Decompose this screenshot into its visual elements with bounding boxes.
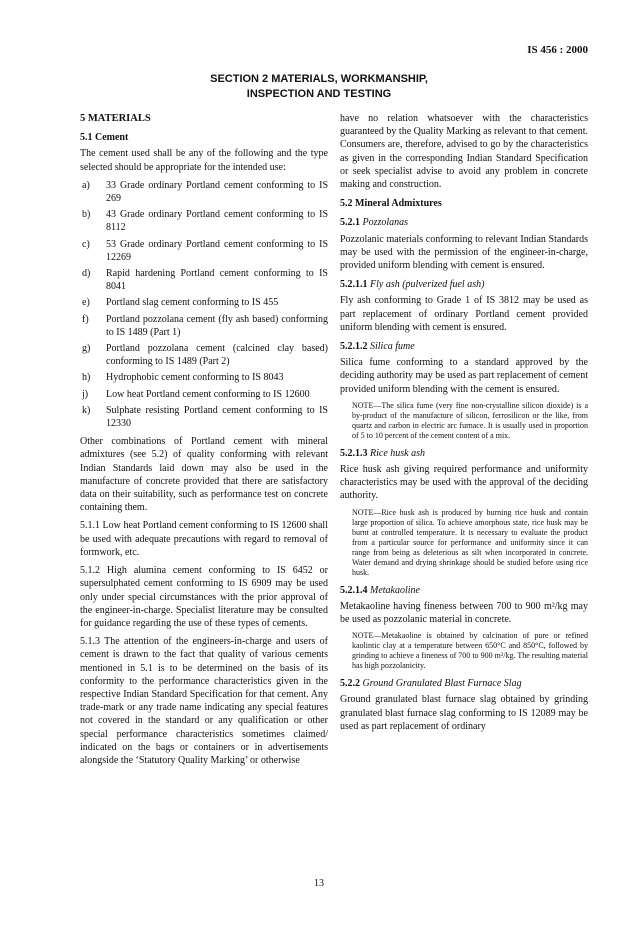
list-item bbox=[80, 296, 328, 309]
list-item-text: Portland pozzolana cement (fly ash based) conforming to IS 1489 (Part 1) bbox=[106, 313, 328, 338]
list-item-text: Low heat Portland cement conforming to IS 12600 bbox=[106, 388, 310, 400]
list-item bbox=[80, 313, 328, 339]
list-item bbox=[80, 388, 328, 401]
list-item bbox=[80, 208, 328, 234]
list-item bbox=[80, 238, 328, 264]
clause-title: Fly ash (pulverized fuel ash) bbox=[370, 279, 485, 291]
list-item-label: j) bbox=[82, 388, 89, 400]
list-item-label: g) bbox=[82, 343, 91, 355]
clause-5-1-heading: 5.1 Cement bbox=[80, 132, 129, 144]
list-item-text: 53 Grade ordinary Portland cement conforming to IS 12269 bbox=[106, 238, 328, 263]
section-heading bbox=[0, 72, 638, 102]
list-item bbox=[80, 371, 328, 384]
right-column bbox=[340, 112, 588, 738]
clause-5-2-1-heading bbox=[340, 216, 588, 229]
clause-5-2-1-4-heading bbox=[340, 584, 588, 597]
clause-title: Pozzolanas bbox=[362, 217, 409, 229]
list-item-label: e) bbox=[82, 297, 90, 309]
page-number: 13 bbox=[314, 878, 324, 889]
clause-5-2-1-3-heading bbox=[340, 447, 588, 460]
list-item-label: k) bbox=[82, 404, 91, 416]
clause-5-2-2-paragraph: Ground granulated blast furnace slag obtained by grinding granulated blast furnace slag conforming to IS 12089 may be used as part replacement of ordinary bbox=[340, 694, 588, 732]
list-item-text: Sulphate resisting Portland cement conforming to IS 12330 bbox=[106, 404, 328, 430]
continued-paragraph: have no relation whatsoever with the characteristics guaranteed by the Quality Marking as relevant to that cement. Consumers are, therefore, advised to go by the characteristics as given in the corresponding Indian Standard Specification or seek specialist advise to avoid any problem in concrete making and construction. bbox=[340, 113, 588, 191]
list-item bbox=[80, 179, 328, 205]
section-heading-line1: SECTION 2 MATERIALS, WORKMANSHIP, bbox=[210, 73, 428, 85]
clause-5-2-1-4-paragraph: Metakaoline having fineness between 700 to 900 m²/kg may be used as pozzolanic material in concrete. bbox=[340, 600, 588, 626]
clause-number: 5.2.1.3 bbox=[340, 447, 368, 459]
other-combinations-paragraph: Other combinations of Portland cement with mineral admixtures (see 5.2) of quality conforming with relevant Indian Standards laid down may also be used in the manufacture of concrete provided that there are satisfactory data on their suitability, such as performance test on concrete containing them. bbox=[80, 436, 328, 514]
clause-title: Silica fume bbox=[370, 341, 415, 353]
clause-number: 5.2.2 bbox=[340, 678, 360, 690]
clause-5-2-1-1-heading bbox=[340, 278, 588, 291]
list-item-text: 33 Grade ordinary Portland cement conforming to IS 269 bbox=[106, 179, 328, 205]
clause-5-2-heading: 5.2 Mineral Admixtures bbox=[340, 198, 442, 210]
clause-5-heading: 5 MATERIALS bbox=[80, 113, 151, 124]
clause-5-2-2-heading bbox=[340, 677, 588, 690]
list-item bbox=[80, 404, 328, 430]
clause-5-2-1-3-paragraph: Rice husk ash giving required performance and uniformity characteristics may be used with the approval of the deciding authority. bbox=[340, 464, 588, 502]
clause-title: Ground Granulated Blast Furnace Slag bbox=[362, 678, 522, 690]
silica-fume-note: NOTE—The silica fume (very fine non-crystalline silicon dioxide) is a by-product of the manufacture of silicon, ferrosilicon or the like, from quartz and carbon in electric arc furnace. It is usually used in proportion of 5 to 10 percent of the cement content of a mix. bbox=[352, 400, 588, 440]
cement-type-list bbox=[80, 179, 328, 430]
clause-5-1-2-paragraph: 5.1.2 High alumina cement conforming to IS 6452 or supersulphated cement conforming to IS 6909 may be used only under special circumstances with the prior approval of the engineer-in-charge. Specialist literature may be consulted for guidance regarding the use of these types of cements. bbox=[80, 565, 328, 629]
list-item-text: 43 Grade ordinary Portland cement conforming to IS 8112 bbox=[106, 209, 328, 234]
list-item-text: Hydrophobic cement conforming to IS 8043 bbox=[106, 372, 284, 384]
clause-5-2-1-1-paragraph: Fly ash conforming to Grade 1 of IS 3812 may be used as part replacement of ordinary Portland cement provided uniform blending with cement is ensured. bbox=[340, 295, 588, 333]
list-item-label: f) bbox=[82, 313, 89, 325]
list-item-label: d) bbox=[82, 268, 91, 280]
clause-5-2-1-2-heading bbox=[340, 340, 588, 353]
clause-number: 5.2.1.1 bbox=[340, 279, 368, 291]
document-code: IS 456 : 2000 bbox=[527, 44, 588, 56]
cement-intro: The cement used shall be any of the following and the type selected should be appropriate for the intended use: bbox=[80, 148, 328, 173]
list-item-text: Portland slag cement conforming to IS 455 bbox=[106, 297, 279, 309]
clause-number: 5.2.1.2 bbox=[340, 341, 368, 353]
list-item-label: c) bbox=[82, 238, 90, 250]
clause-number: 5.2.1 bbox=[340, 217, 360, 229]
list-item bbox=[80, 267, 328, 293]
clause-title: Metakaoline bbox=[370, 584, 420, 596]
clause-number: 5.2.1.4 bbox=[340, 584, 368, 596]
rice-husk-note: NOTE—Rice husk ash is produced by burning rice husk and contain large proportion of silica. To achieve amorphous state, rice husk may be burnt at controlled temperature. It is necessary to evaluate the product from a particular source for performance and uniformity since it can range from being as deleterious as silt when incorporated in concrete. Water demand and drying shrinkage should be studied before using rice husk. bbox=[352, 507, 588, 577]
list-item-label: b) bbox=[82, 209, 91, 221]
clause-5-2-1-paragraph: Pozzolanic materials conforming to relevant Indian Standards may be used with the permission of the engineer-in-charge, provided uniform blending with cement is ensured. bbox=[340, 233, 588, 272]
clause-title: Rice husk ash bbox=[370, 447, 425, 459]
clause-5-1-3-paragraph: 5.1.3 The attention of the engineers-in-charge and users of cement is drawn to the fact that quality of various cements mentioned in 5.1 is to be determined on the basis of its conformity to the performance characteristics given in the respective Indian Standard Specification for that cement. Any trade-mark or any trade name indicating any special features not covered in the standard or any qualification or other special performance characteristics sometimes claimed/ indicated on the bags or containers or in advertisements alongside the ‘Statutory Quality Marking’ or otherwise bbox=[80, 636, 328, 766]
left-column bbox=[80, 112, 328, 772]
list-item-label: a) bbox=[82, 179, 90, 191]
list-item-label: h) bbox=[82, 372, 91, 384]
clause-5-1-1-paragraph: 5.1.1 Low heat Portland cement conforming to IS 12600 shall be used with adequate precautions with regard to removal of formwork, etc. bbox=[80, 520, 328, 558]
clause-5-2-1-2-paragraph: Silica fume conforming to a standard approved by the deciding authority may be used as part replacement of cement provided uniform blending with the cement is ensured. bbox=[340, 357, 588, 395]
metakaoline-note: NOTE—Metakaoline is obtained by calcination of pure or refined kaolintic clay at a temperature between 650°C and 850°C, followed by grinding to achieve a fineness of 700 to 900 m²/kg. The resulting material has high pozzolanicity. bbox=[352, 631, 588, 671]
section-heading-line2: INSPECTION AND TESTING bbox=[246, 88, 392, 100]
list-item-text: Rapid hardening Portland cement conforming to IS 8041 bbox=[106, 268, 328, 293]
list-item-text: Portland pozzolana cement (calcined clay based) conforming to IS 1489 (Part 2) bbox=[106, 343, 328, 368]
list-item bbox=[80, 342, 328, 368]
